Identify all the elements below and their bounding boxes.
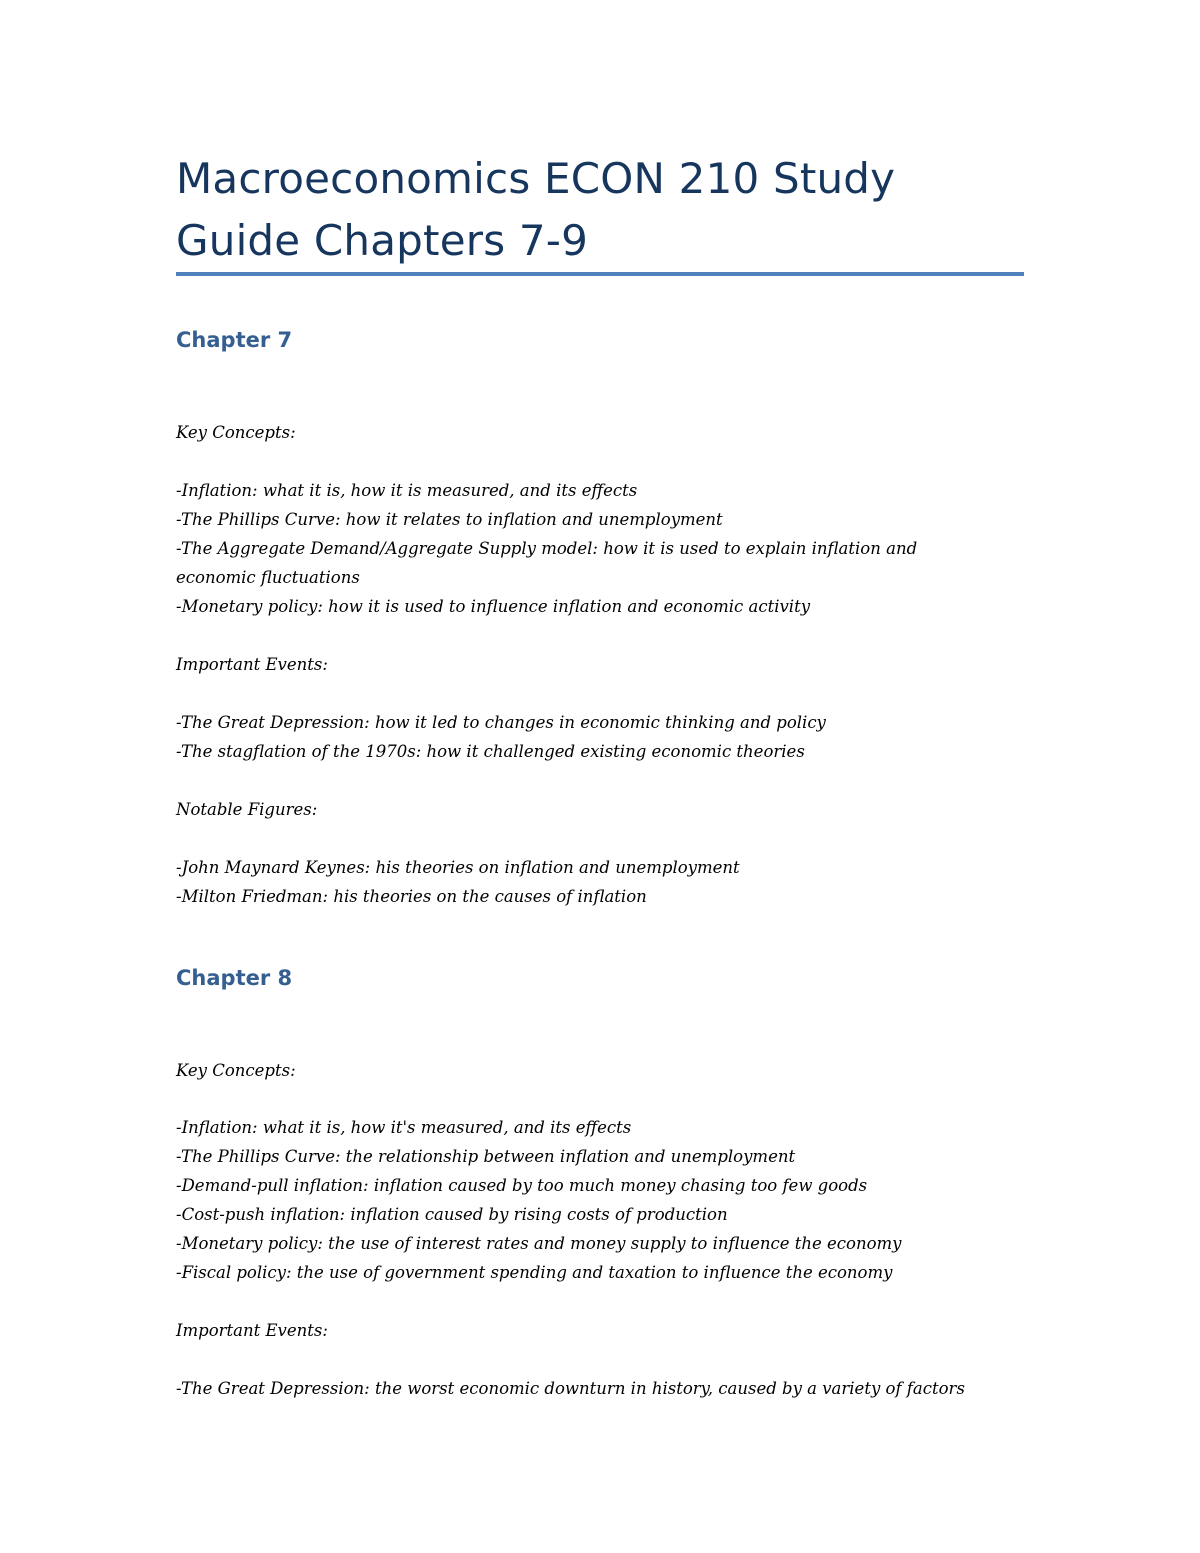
chapter-7-key-concept: -The Phillips Curve: how it relates to inflation and unemployment (176, 510, 723, 529)
chapter-7-key-concept: -Inflation: what it is, how it is measured, and its effects (176, 481, 638, 500)
chapter-8-key-concept: -Inflation: what it is, how it's measured, and its effects (176, 1118, 632, 1137)
chapter-8-event: -The Great Depression: the worst economic downturn in history, caused by a variety of factors (176, 1379, 965, 1398)
chapter-7-event: -The stagflation of the 1970s: how it challenged existing economic theories (176, 742, 805, 761)
chapter-8-key-concept: -Demand-pull inflation: inflation caused by too much money chasing too few goods (176, 1176, 868, 1195)
chapter-8-heading: Chapter 8 (176, 966, 293, 990)
chapter-7-figure: -Milton Friedman: his theories on the causes of inflation (176, 887, 647, 906)
chapter-7-figure: -John Maynard Keynes: his theories on inflation and unemployment (176, 858, 740, 877)
title-line-1: Macroeconomics ECON 210 Study (176, 154, 896, 203)
document-title (176, 148, 1026, 272)
title-line-2: Guide Chapters 7-9 (176, 216, 589, 265)
chapter-7-key-concept: -Monetary policy: how it is used to influence inflation and economic activity (176, 597, 811, 616)
chapter-7-key-concepts-label: Key Concepts: (176, 423, 296, 442)
chapter-8-key-concept: -The Phillips Curve: the relationship between inflation and unemployment (176, 1147, 796, 1166)
chapter-7-event: -The Great Depression: how it led to changes in economic thinking and policy (176, 713, 826, 732)
chapter-8-key-concept: -Fiscal policy: the use of government spending and taxation to influence the economy (176, 1263, 893, 1282)
chapter-8-events-label: Important Events: (176, 1321, 328, 1340)
chapter-8-key-concept: -Cost-push inflation: inflation caused by rising costs of production (176, 1205, 728, 1224)
chapter-8-key-concept: -Monetary policy: the use of interest rates and money supply to influence the economy (176, 1234, 902, 1253)
chapter-7-figures-label: Notable Figures: (176, 800, 318, 819)
chapter-8-key-concepts-label: Key Concepts: (176, 1061, 296, 1080)
chapter-7-events-label: Important Events: (176, 655, 328, 674)
chapter-7-key-concept: -The Aggregate Demand/Aggregate Supply model: how it is used to explain inflation and (176, 539, 918, 558)
chapter-7-key-concept: economic fluctuations (176, 568, 360, 587)
title-underline (176, 272, 1024, 276)
chapter-7-heading: Chapter 7 (176, 328, 293, 352)
